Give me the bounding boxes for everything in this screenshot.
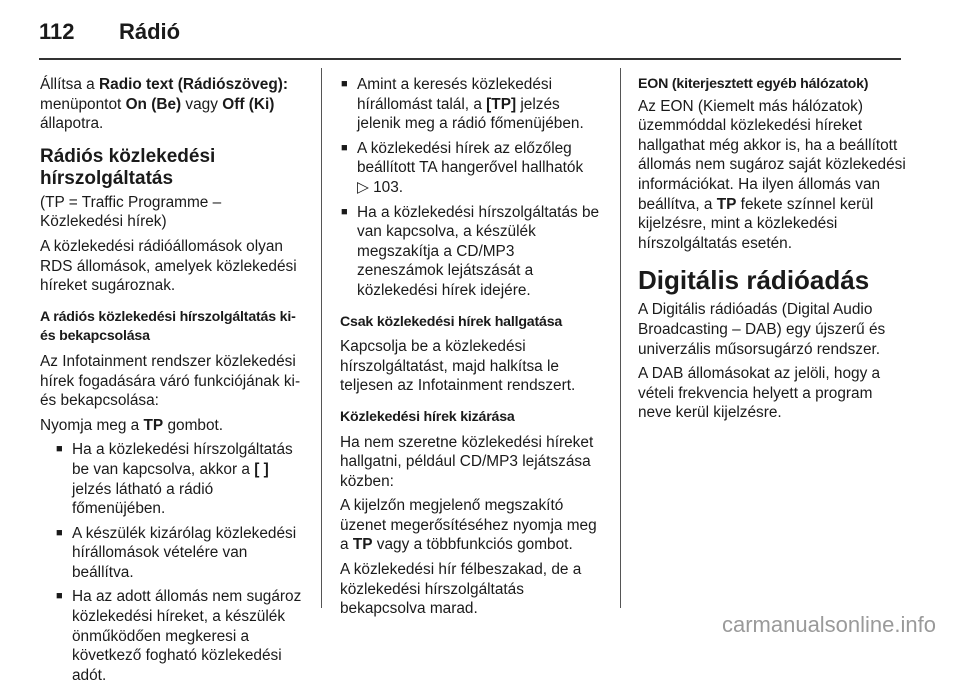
column-divider-2 — [620, 68, 621, 608]
exclude-traffic-text-3: A közlekedési hír félbeszakad, de a közlekedési hírszolgáltatás bekapcsolva marad. — [340, 561, 582, 618]
dab-text-2: A DAB állomásokat az jelöli, hogy a vételi frekvencia helyett a program neve kerül kijelzésre. — [638, 365, 881, 422]
menu-option-radio-text: Radio text (Rádiószöveg): — [99, 76, 289, 93]
tp-button-label: TP — [352, 536, 373, 554]
tp-bullet-list-cont — [340, 75, 604, 301]
tp-indicator-symbol: [ ] — [254, 460, 269, 478]
exclude-traffic-text: Ha nem szeretne közlekedési híreket hallgatni, például CD/MP3 lejátszása közben: — [340, 433, 594, 490]
tp-indicator-symbol: [TP] — [486, 95, 517, 113]
page-number: 112 — [39, 19, 75, 44]
tp-definition: (TP = Traffic Programme – Közlekedési hírek) — [40, 193, 222, 231]
tp-button-label: TP — [716, 195, 737, 213]
subheading-traffic-only: Csak közlekedési hírek hallgatása — [340, 313, 563, 330]
header-divider — [39, 58, 901, 60]
list-item: ■ A közlekedési hírek az előzőleg beállított TA hangerővel hallhatók ▷ 103. — [340, 139, 604, 198]
section-title: Rádió — [119, 19, 181, 44]
list-item: ■ Ha a közlekedési hírszolgáltatás be van kapcsolva, akkor a [ ] jelzés látható a rádió főmenüjében. — [40, 440, 304, 518]
tp-description: A közlekedési rádióállomások olyan RDS állomások, amelyek közlekedési híreket sugároznak. — [40, 237, 297, 295]
dab-text-1: A Digitális rádióadás (Digital Audio Broadcasting – DAB) egy újszerű és univerzális műsorsugárzó rendszer. — [638, 301, 886, 358]
press-tp-instruction: Nyomja meg a TP gombot. — [40, 416, 224, 434]
tp-button-label: TP — [143, 416, 164, 434]
heading-traffic-programme: Rádiós közlekedési hírszolgáltatás — [40, 145, 216, 189]
list-item: ■ A készülék kizárólag közlekedési hírállomások vételére van beállítva. — [40, 524, 304, 583]
heading-digital-radio: Digitális rádióadás — [638, 265, 870, 296]
tp-toggle-text: Az Infotainment rendszer közlekedési hírek fogadására váró funkciójának ki- és bekapcsolása: — [40, 352, 301, 410]
list-item: ■ Ha a közlekedési hírszolgáltatás be van kapcsolva, a készülék megszakítja a CD/MP3 zeneszámok lejátszását a közlekedési hírek idejére. — [340, 203, 604, 301]
page-header — [39, 12, 180, 52]
column-divider-1 — [321, 68, 322, 608]
column-2 — [340, 75, 604, 624]
watermark: carmanualsonline.info — [721, 612, 936, 637]
eon-text: Az EON (Kiemelt más hálózatok) üzemmóddal közlekedési híreket hallgathat még akkor is, ha a beállított állomás nem sugároz saját közlekedési információkat. Ha ilyen állomás van beállítva, a TP fekete színnel kerül kijelzésre, mint a közlekedési hírszolgáltatás esetén. — [638, 97, 906, 252]
column-3 — [638, 75, 906, 428]
traffic-only-text: Kapcsolja be a közlekedési hírszolgáltatást, majd halkítsa le teljesen az Infotainment rendszert. — [340, 338, 576, 395]
option-on: On (Be) — [125, 95, 182, 113]
subheading-eon: EON (kiterjesztett egyéb hálózatok) — [638, 76, 869, 92]
list-item: ■ Amint a keresés közlekedési hírállomást talál, a [TP] jelzés jelenik meg a rádió főmenüjében. — [340, 75, 604, 134]
exclude-traffic-text-2: A kijelzőn megjelenő megszakító üzenet megerősítéséhez nyomja meg a TP vagy a többfunkciós gombot. — [340, 497, 597, 554]
page-reference: ▷ 103. — [357, 178, 404, 196]
option-off: Off (Ki) — [222, 95, 275, 113]
list-item: ■ Ha az adott állomás nem sugároz közlekedési híreket, a készülék önműködően megkeresi a következő fogható közlekedési adót. — [40, 587, 304, 685]
subheading-exclude-traffic: Közlekedési hírek kizárása — [340, 408, 515, 425]
intro-paragraph: Állítsa a Radio text (Rádiószöveg): menüpontot On (Be) vagy Off (Ki) állapotra. — [40, 76, 289, 133]
subheading-tp-toggle: A rádiós közlekedési hírszolgáltatás ki- és bekapcsolása — [40, 308, 296, 345]
column-1 — [40, 75, 304, 690]
tp-bullet-list — [40, 440, 304, 685]
